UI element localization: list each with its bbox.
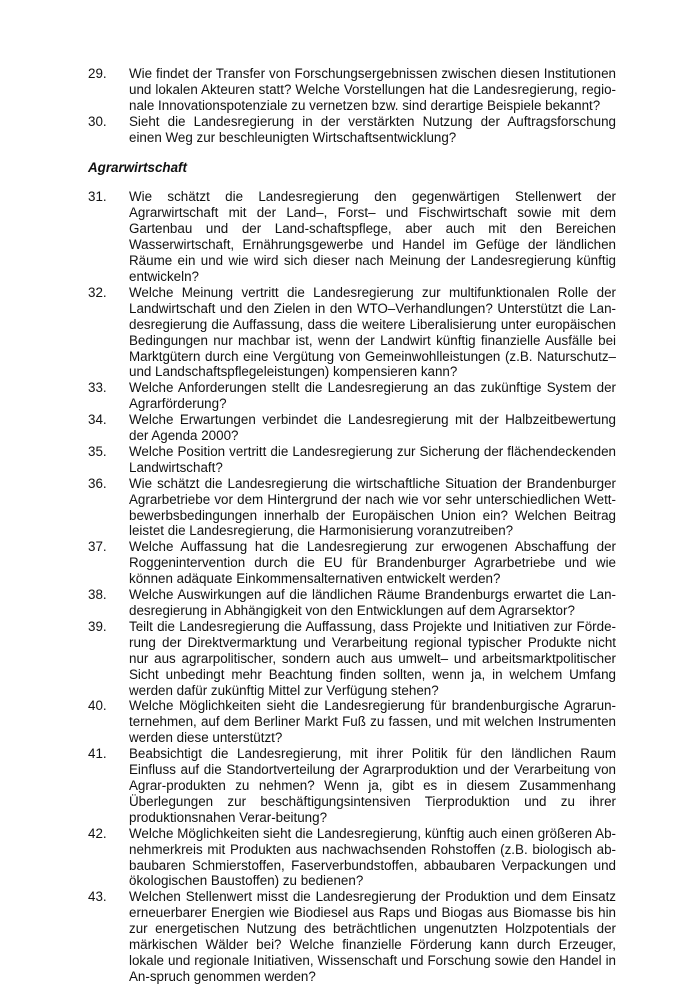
question-number: 32.	[88, 284, 107, 300]
question-text: Welche Erwartungen verbindet die Landesregierung mit der Halbzeitbewertung der Agenda 2000?	[129, 412, 616, 444]
question-item	[88, 412, 616, 444]
question-text: Welche Auswirkungen auf die ländlichen Räume Brandenburgs erwartet die Lan-desregierung in Abhängigkeit von den Entwicklungen auf dem Agrarsektor?	[129, 587, 616, 618]
question-number: 42.	[88, 825, 107, 841]
question-item	[88, 587, 616, 619]
question-number: 35.	[88, 443, 107, 459]
question-list-agrarwirtschaft	[88, 189, 616, 984]
question-number: 36.	[88, 475, 107, 491]
question-item	[88, 285, 616, 380]
question-item	[88, 826, 616, 890]
question-item	[88, 539, 616, 587]
question-number: 43.	[88, 889, 107, 905]
question-text: Wie findet der Transfer von Forschungsergebnissen zwischen diesen Institutionen und lokalen Akteuren statt? Welche Vorstellungen hat die Landesregierung, regio-nale Innovationspotenziale zu vernetzen bzw. sind derartige Beispiele bekannt?	[129, 66, 616, 113]
question-number: 38.	[88, 587, 107, 603]
section-heading: Agrarwirtschaft	[88, 159, 187, 175]
question-text: Welche Anforderungen stellt die Landesregierung an das zukünftige System der Agrarförderung?	[129, 380, 616, 412]
question-number: 41.	[88, 746, 107, 762]
question-item	[88, 114, 616, 146]
question-text: Welche Meinung vertritt die Landesregierung zur multifunktionalen Rolle der Landwirtschaft und den Zielen in den WTO–Verhandlungen? Unterstützt die Lan-desregierung die Auffassung, dass die weitere Liberalisierung unter europäischen Bedingungen nur machbar ist, wenn der Landwirt künftig finanzielle Ausfälle bei Marktgütern durch eine Vergütung von Gemeinwohlleistungen (z.B. Naturschutz– und Landschaftspflegeleistungen) kompensieren kann?	[129, 284, 616, 380]
question-number: 40.	[88, 698, 107, 714]
question-text: Beabsichtigt die Landesregierung, mit ihrer Politik für den ländlichen Raum Einfluss auf die Standortverteilung der Agrarproduktion und der Verarbeitung von Agrar-produkten zu nehmen? Wenn ja, gibt es in diesem Zusammenhang Überlegungen zur beschäftigungsintensiven Tierproduktion und zu ihrer produktionsnahen Verar-beitung?	[129, 746, 616, 825]
question-text: Welche Auffassung hat die Landesregierung zur erwogenen Abschaffung der Roggenintervention durch die EU für Brandenburger Agrarbetriebe und wie können adäquate Einkommensalternativen entwickelt werden?	[129, 539, 616, 587]
question-text: Welche Möglichkeiten sieht die Landesregierung, künftig auch einen größeren Ab-nehmerkreis mit Produkten aus nachwachsenden Rohstoffen (z.B. biologisch ab-baubaren Schmierstoffen, Faserverbundstoffen, abbaubaren Verpackungen und ökologischen Baustoffen) zu bedienen?	[129, 825, 616, 889]
question-item	[88, 380, 616, 412]
question-item	[88, 476, 616, 540]
question-list-top	[88, 66, 616, 146]
question-text: Teilt die Landesregierung die Auffassung, dass Projekte und Initiativen zur Förde-rung der Direktvermarktung und Verarbeitung regional typischer Produkte nicht nur aus agrarpolitischer, sondern auch aus umwelt– und arbeitsmarktpolitischer Sicht unbedingt mehr Beachtung finden sollten, wenn ja, in welchem Umfang werden dafür zukünftig Mittel zur Verfügung stehen?	[129, 618, 616, 698]
question-number: 30.	[88, 113, 107, 129]
question-item	[88, 444, 616, 476]
question-item	[88, 746, 616, 826]
question-number: 37.	[88, 539, 107, 555]
question-number: 39.	[88, 618, 107, 634]
question-text: Welchen Stellenwert misst die Landesregierung der Produktion und dem Einsatz erneuerbarer Energien wie Biodiesel aus Raps und Biogas aus Biomasse bis hin zur energetischen Nutzung des beträchtlichen ungenutzten Holzpotentials der märkischen Wälder bei? Welche finanzielle Förderung kann durch Erzeuger, lokale und regionale Initiativen, Wissenschaft und Forschung sowie den Handel in An-spruch genommen werden?	[129, 889, 616, 984]
question-text: Welche Möglichkeiten sieht die Landesregierung für brandenburgische Agrarun-ternehmen, auf dem Berliner Markt Fuß zu fassen, und mit welchen Instrumenten werden diese unterstützt?	[129, 698, 616, 746]
question-text: Wie schätzt die Landesregierung die wirtschaftliche Situation der Brandenburger Agrarbetriebe vor dem Hintergrund der nach wie vor sehr unterschiedlichen Wett-bewerbsbedingungen innerhalb der Europäischen Union ein? Welchen Beitrag leistet die Landesregierung, die Harmonisierung voranzutreiben?	[129, 475, 616, 539]
question-item	[88, 66, 616, 114]
question-number: 33.	[88, 380, 107, 396]
question-text: Wie schätzt die Landesregierung den gegenwärtigen Stellenwert der Agrarwirtschaft mit der Land–, Forst– und Fischwirtschaft sowie mit dem Gartenbau und der Land-schaftspflege, aber auch mit den Bereichen Wasserwirtschaft, Ernährungsgewerbe und Handel im Gefüge der ländlichen Räume ein und wie wird sich dieser nach Meinung der Landesregierung künftig entwickeln?	[129, 189, 616, 284]
question-text: Welche Position vertritt die Landesregierung zur Sicherung der flächendeckenden Landwirtschaft?	[129, 443, 616, 475]
question-text: Sieht die Landesregierung in der verstärkten Nutzung der Auftragsforschung einen Weg zur beschleunigten Wirtschaftsentwicklung?	[129, 113, 616, 145]
question-item	[88, 189, 616, 284]
question-number: 34.	[88, 412, 107, 428]
question-item	[88, 698, 616, 746]
document-page	[88, 66, 616, 985]
question-item	[88, 889, 616, 984]
question-number: 29.	[88, 66, 107, 81]
question-item	[88, 619, 616, 699]
question-number: 31.	[88, 189, 107, 205]
